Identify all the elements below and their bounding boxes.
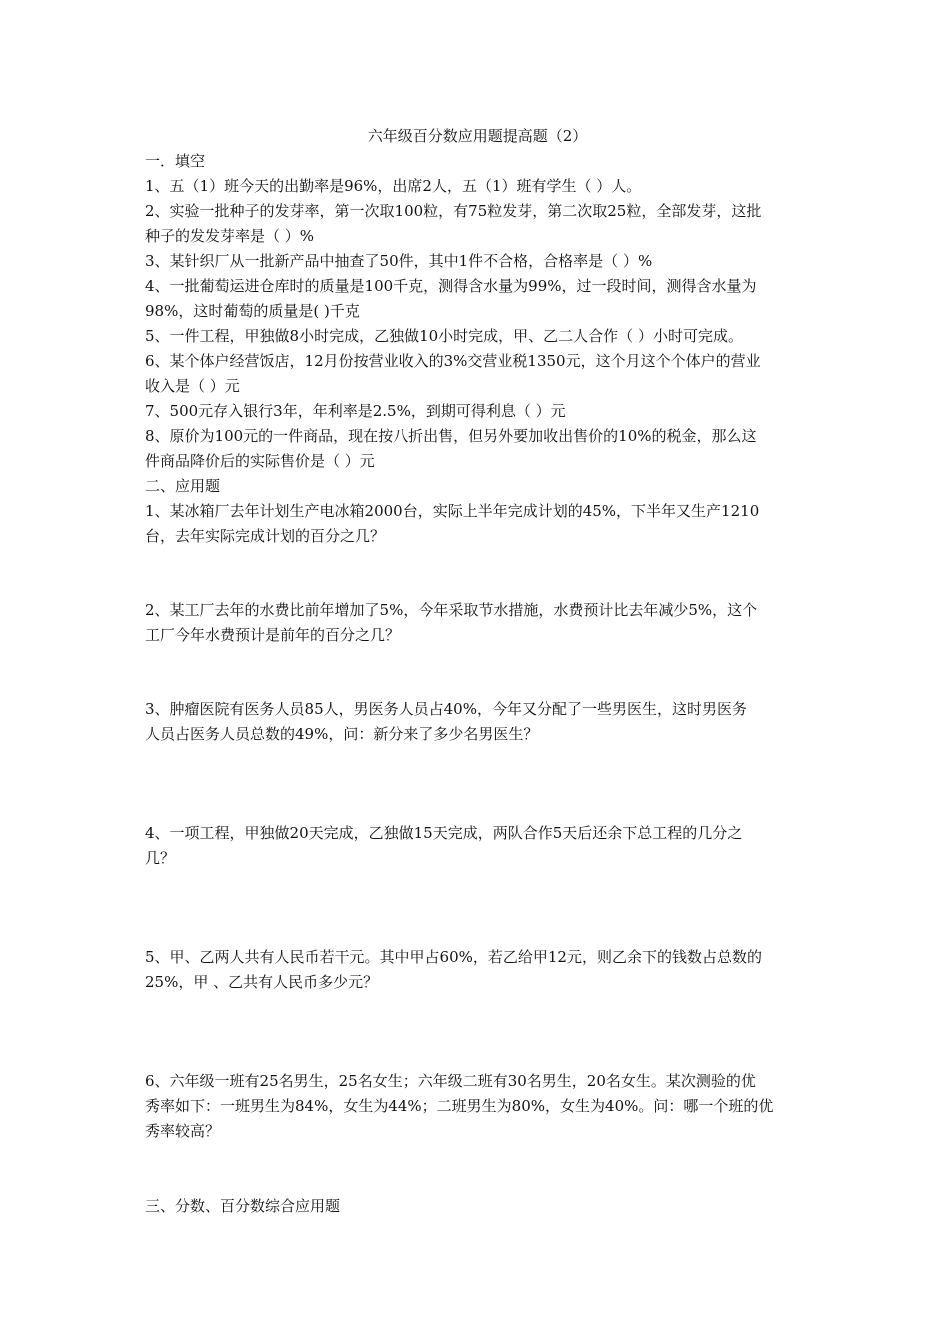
question-1-3-line-1: 3、某针织厂从一批新产品中抽查了50件，其中1件不合格，合格率是（ ）% [145, 252, 653, 270]
question-2-6-line-2: 秀率如下：一班男生为84%，女生为44%；二班男生为80%，女生为40%。问：哪一个班的优 [145, 1097, 774, 1115]
section-heading-comprehensive-problems: 三、分数、百分数综合应用题 [145, 1197, 341, 1215]
question-1-2-line-2: 种子的发发芽率是（ ）% [145, 227, 315, 245]
question-2-6-line-3: 秀率较高？ [145, 1122, 221, 1140]
answer-space-2-3 [145, 747, 810, 821]
question-2-2-line-1: 2、某工厂去年的水费比前年增加了5%，今年采取节水措施，水费预计比去年减少5%，这个 [145, 601, 758, 619]
question-1-1-line-1: 1、五（1）班今天的出勤率是96%，出席2人，五（1）班有学生（ ）人。 [145, 177, 642, 195]
section-heading-fill-blank: 一．填空 [145, 152, 206, 170]
question-1-6-line-2: 收入是（ ）元 [145, 377, 240, 395]
question-2-1-line-1: 1、某冰箱厂去年计划生产电冰箱2000台，实际上半年完成计划的45%，下半年又生产1210 [145, 502, 760, 520]
document-title: 六年级百分数应用题提高题（2） [367, 127, 588, 145]
question-1-2-line-1: 2、实验一批种子的发芽率，第一次取100粒，有75粒发芽，第二次取25粒，全部发芽，这批 [145, 202, 762, 220]
answer-space-2-1 [145, 549, 810, 598]
answer-space-2-4 [145, 871, 810, 945]
question-1-8-line-2: 件商品降价后的实际售价是（ ）元 [145, 452, 375, 470]
question-2-1-line-2: 台，去年实际完成计划的百分之几？ [145, 527, 386, 545]
question-2-5-line-1: 5、甲、乙两人共有人民币若干元。其中甲占60%，若乙给甲12元，则乙余下的钱数占总数的 [145, 948, 762, 966]
question-2-4-line-1: 4、一项工程，甲独做20天完成，乙独做15天完成，两队合作5天后还余下总工程的几分之 [145, 824, 743, 842]
section-heading-word-problems: 二、应用题 [145, 477, 221, 495]
question-2-3-line-1: 3、肿瘤医院有医务人员85人，男医务人员占40%，今年又分配了一些男医生，这时男医务 [145, 700, 747, 718]
question-1-4-line-1: 4、一批葡萄运进仓库时的质量是100千克，测得含水量为99%，过一段时间，测得含水量为 [145, 277, 757, 295]
answer-space-2-5 [145, 995, 810, 1069]
question-2-5-line-2: 25%，甲 、乙共有人民币多少元？ [145, 973, 379, 991]
question-1-6-line-1: 6、某个体户经营饭店，12月份按营业收入的3%交营业税1350元，这个月这个个体户的营业 [145, 352, 761, 370]
question-2-2-line-2: 工厂今年水费预计是前年的百分之几？ [145, 626, 401, 644]
question-2-3-line-2: 人员占医务人员总数的49%，问：新分来了多少名男医生？ [145, 725, 539, 743]
question-1-5-line-1: 5、一件工程，甲独做8小时完成，乙独做10小时完成，甲、乙二人合作（ ）小时可完成。 [145, 327, 743, 345]
question-1-8-line-1: 8、原价为100元的一件商品，现在按八折出售，但另外要加收出售价的10%的税金，那么这 [145, 427, 757, 445]
document-content [145, 124, 810, 1219]
answer-space-2-2 [145, 648, 810, 697]
question-2-4-line-2: 几？ [145, 849, 176, 867]
question-1-7-line-1: 7、500元存入银行3年，年利率是2.5%，到期可得利息（ ）元 [145, 402, 566, 420]
question-1-4-line-2: 98%，这时葡萄的质量是( )千克 [145, 302, 360, 320]
question-2-6-line-1: 6、六年级一班有25名男生，25名女生；六年级二班有30名男生，20名女生。某次测验的优 [145, 1072, 756, 1090]
answer-space-2-6 [145, 1144, 810, 1194]
